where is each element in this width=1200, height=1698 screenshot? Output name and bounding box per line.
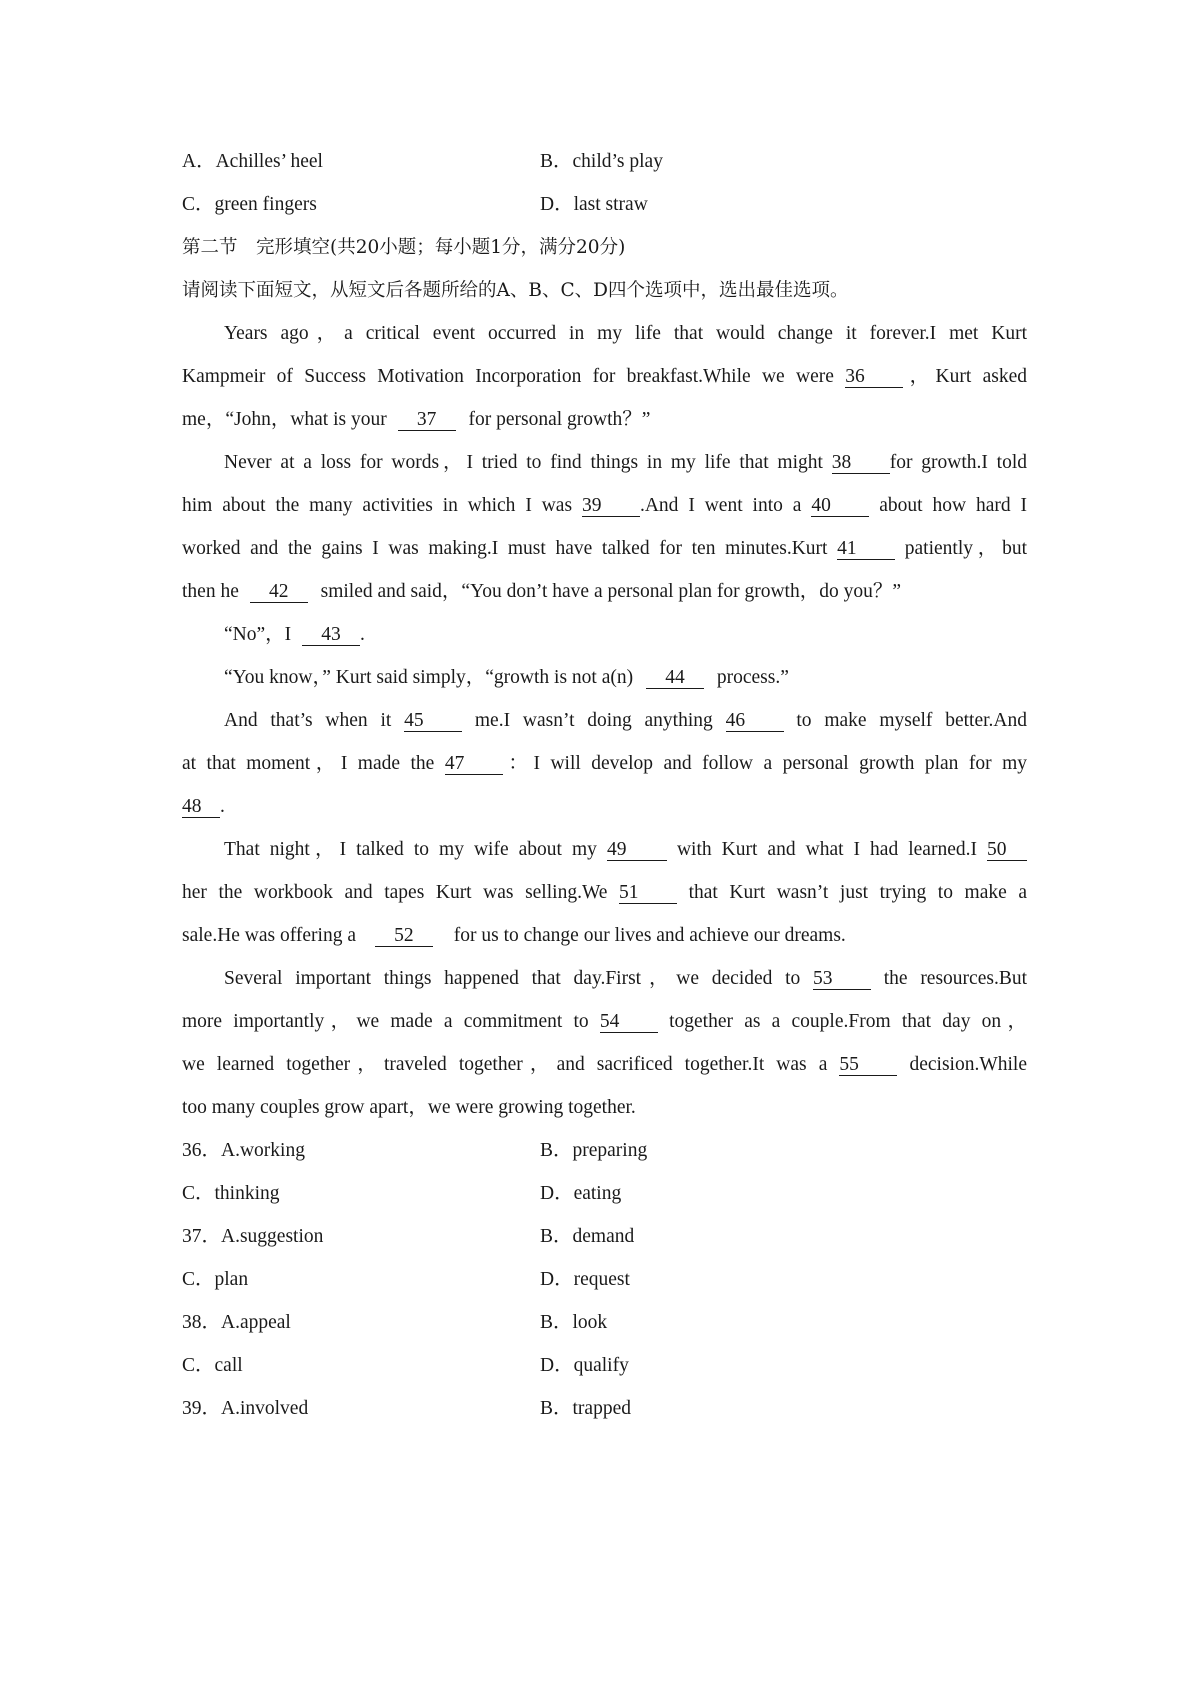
passage-line bbox=[182, 880, 1027, 906]
question-36-option-c: C．thinking bbox=[182, 1183, 280, 1204]
question-36-option-d: D．eating bbox=[540, 1183, 622, 1204]
passage-line bbox=[224, 622, 1027, 648]
blank-46: 46 bbox=[726, 711, 784, 732]
option-d: D．last straw bbox=[540, 194, 648, 215]
passage-text: .And I went into a bbox=[639, 495, 802, 516]
passage-text: for us to change our lives and achieve our dreams. bbox=[453, 925, 846, 946]
question-36-option-a: 36．A.working bbox=[182, 1140, 305, 1161]
prev-question-options-row-1 bbox=[182, 149, 1027, 175]
question-36-option-b: B．preparing bbox=[540, 1140, 648, 1161]
blank-47: 47 bbox=[445, 754, 503, 775]
blank-38: 38 bbox=[832, 453, 890, 474]
question-38-option-a: 38．A.appeal bbox=[182, 1312, 291, 1333]
question-38-option-c: C．call bbox=[182, 1355, 243, 1376]
passage-line bbox=[224, 665, 1027, 691]
option-a: A．Achilles’ heel bbox=[182, 151, 323, 172]
question-37-option-b: B．demand bbox=[540, 1226, 635, 1247]
passage-line bbox=[182, 1052, 1027, 1078]
option-b: B．child’s play bbox=[540, 151, 663, 172]
question-37-row-2 bbox=[182, 1267, 1027, 1293]
section-heading: 第二节 完形填空(共20小题；每小题1分，满分20分) bbox=[182, 237, 626, 258]
passage-text: process.” bbox=[716, 667, 789, 688]
passage-text: . bbox=[360, 624, 365, 645]
passage-line: too many couples grow apart，we were growing together. bbox=[182, 1097, 636, 1118]
blank-36: 36 bbox=[845, 367, 903, 388]
blank-50: 50 bbox=[987, 840, 1027, 861]
passage-text: ：I will develop and follow a personal growth plan for my bbox=[502, 753, 1027, 774]
question-38-row-2 bbox=[182, 1353, 1027, 1379]
question-36-row-1 bbox=[182, 1138, 1027, 1164]
passage-text: ，Kurt asked bbox=[903, 366, 1027, 387]
passage-text: . bbox=[220, 796, 225, 817]
passage-text: to make myself better.And bbox=[796, 710, 1027, 731]
blank-45: 45 bbox=[404, 711, 462, 732]
passage-text: Kampmeir of Success Motivation Incorporation for breakfast.While we were bbox=[182, 366, 834, 387]
passage-line bbox=[182, 1009, 1027, 1035]
passage-text: for growth.I told bbox=[889, 452, 1028, 473]
blank-55: 55 bbox=[839, 1055, 897, 1076]
blank-37: 37 bbox=[398, 410, 456, 431]
passage-text: worked and the gains I was making.I must have talked for ten minutes.Kurt bbox=[182, 538, 828, 559]
question-39-option-a: 39．A.involved bbox=[182, 1398, 309, 1419]
blank-53: 53 bbox=[813, 969, 871, 990]
passage-text: with Kurt and what I had learned.I bbox=[676, 839, 977, 860]
passage-line bbox=[224, 450, 1027, 476]
passage-text: we learned together，traveled together，and sacrificed together.It was a bbox=[182, 1054, 828, 1075]
question-37-option-d: D．request bbox=[540, 1269, 630, 1290]
passage-text: the resources.But bbox=[883, 968, 1027, 989]
passage-line: Years ago，a critical event occurred in my life that would change it forever.I met Kurt bbox=[224, 323, 1027, 344]
question-36-row-2 bbox=[182, 1181, 1027, 1207]
passage-text: him about the many activities in which I was bbox=[182, 495, 573, 516]
passage-text: smiled and said，“You don’t have a personal plan for growth，do you？” bbox=[320, 581, 902, 602]
passage-text: that Kurt wasn’t just trying to make a bbox=[688, 882, 1027, 903]
passage-line bbox=[182, 579, 1027, 605]
blank-48: 48 bbox=[182, 797, 220, 818]
passage-line bbox=[182, 751, 1027, 777]
passage-line bbox=[182, 536, 1027, 562]
option-c: C．green fingers bbox=[182, 194, 317, 215]
blank-42: 42 bbox=[250, 582, 308, 603]
question-37-row-1 bbox=[182, 1224, 1027, 1250]
blank-44: 44 bbox=[646, 668, 704, 689]
blank-52: 52 bbox=[375, 926, 433, 947]
question-38-row-1 bbox=[182, 1310, 1027, 1336]
passage-text: patiently，but bbox=[904, 538, 1027, 559]
passage-text: And that’s when it bbox=[224, 710, 392, 731]
question-39-row-1 bbox=[182, 1396, 1027, 1422]
passage-text: Never at a loss for words，I tried to find things in my life that might bbox=[224, 452, 823, 473]
passage-line bbox=[182, 407, 1027, 433]
passage-line bbox=[182, 493, 1027, 519]
passage-text: about how hard I bbox=[879, 495, 1028, 516]
blank-41: 41 bbox=[837, 539, 895, 560]
passage-text: decision.While bbox=[909, 1054, 1027, 1075]
passage-line bbox=[224, 966, 1027, 992]
blank-49: 49 bbox=[607, 840, 667, 861]
passage-text: then he bbox=[182, 581, 239, 602]
passage-text: for personal growth？” bbox=[468, 409, 651, 430]
passage-text: Several important things happened that day.First，we decided to bbox=[224, 968, 801, 989]
question-38-option-d: D．qualify bbox=[540, 1355, 629, 1376]
blank-39: 39 bbox=[582, 496, 640, 517]
passage-text: more importantly，we made a commitment to bbox=[182, 1011, 589, 1032]
passage-text: “You know，” Kurt said simply，“growth is not a(n) bbox=[224, 667, 634, 688]
passage-line bbox=[182, 923, 1027, 949]
question-37-option-a: 37．A.suggestion bbox=[182, 1226, 324, 1247]
passage-text: sale.He was offering a bbox=[182, 925, 356, 946]
question-38-option-b: B．look bbox=[540, 1312, 608, 1333]
passage-text: me.I wasn’t doing anything bbox=[474, 710, 713, 731]
blank-54: 54 bbox=[600, 1012, 658, 1033]
passage-text: me，“John，what is your bbox=[182, 409, 387, 430]
passage-text: That night，I talked to my wife about my bbox=[224, 839, 597, 860]
passage-line bbox=[224, 708, 1027, 734]
passage-line bbox=[182, 794, 1027, 820]
passage-text: together as a couple.From that day on， bbox=[669, 1011, 1028, 1032]
passage-line bbox=[182, 364, 1027, 390]
prev-question-options-row-2 bbox=[182, 192, 1027, 218]
passage-line bbox=[224, 837, 1027, 863]
blank-51: 51 bbox=[619, 883, 677, 904]
blank-40: 40 bbox=[811, 496, 869, 517]
question-39-option-b: B．trapped bbox=[540, 1398, 631, 1419]
question-37-option-c: C．plan bbox=[182, 1269, 249, 1290]
section-instruction: 请阅读下面短文，从短文后各题所给的A、B、C、D四个选项中，选出最佳选项。 bbox=[182, 280, 849, 301]
passage-text: at that moment，I made the bbox=[182, 753, 435, 774]
blank-43: 43 bbox=[302, 625, 360, 646]
passage-text: her the workbook and tapes Kurt was selling.We bbox=[182, 882, 608, 903]
passage-text: “No”，I bbox=[224, 624, 292, 645]
